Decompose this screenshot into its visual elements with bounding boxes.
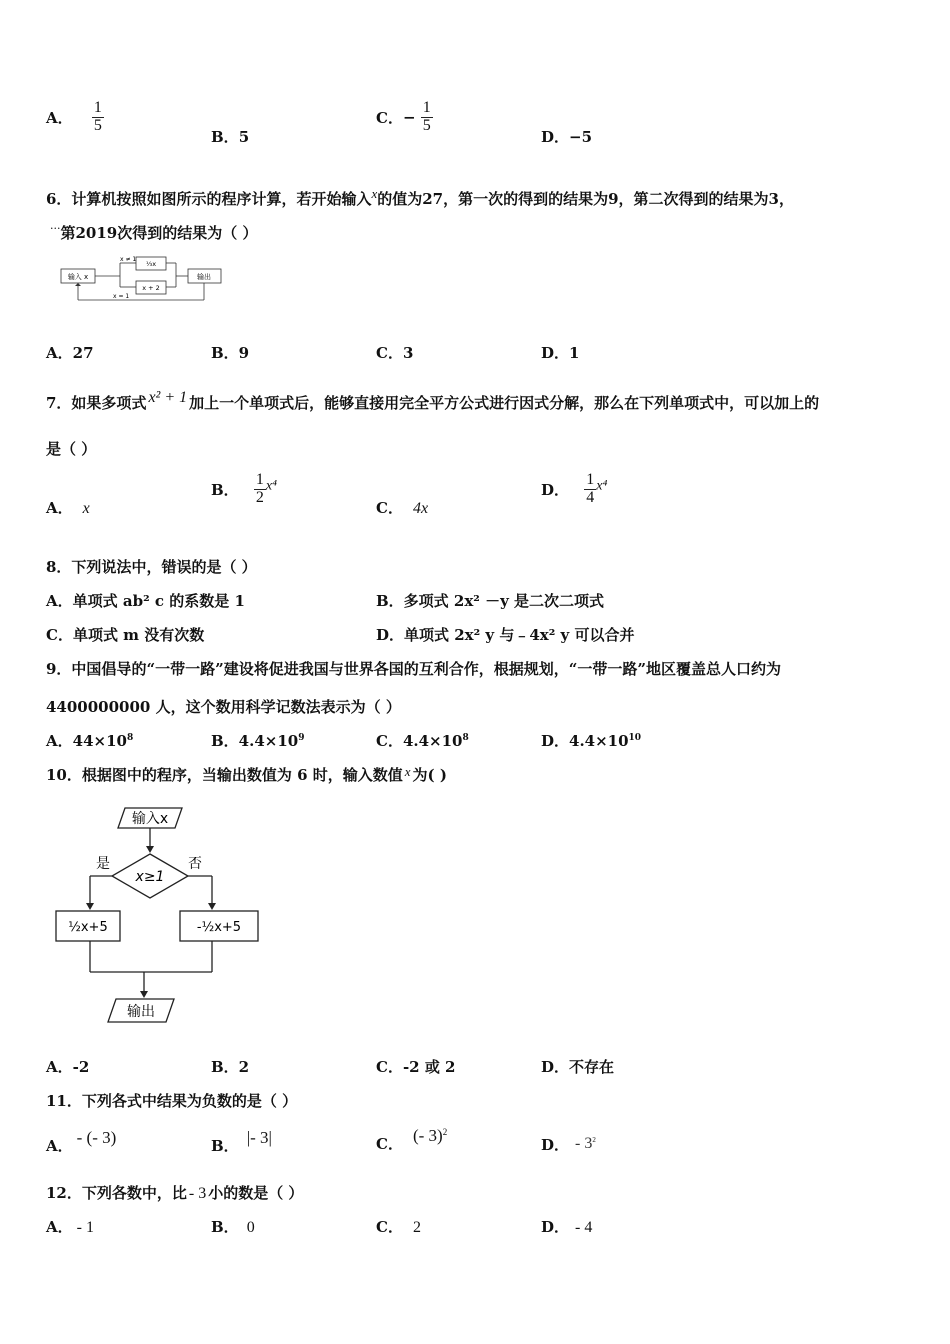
q6-option-c: C．3 (376, 344, 414, 362)
q9-option-b: B．$4.4\times 10^9$ (211, 732, 305, 750)
q5-a-fraction: $\frac{1}{5}$ (93, 99, 102, 134)
q10-option-b: B．2 (211, 1058, 250, 1076)
q6-op-bottom: x + 2 (142, 284, 160, 292)
q5-option-a: A． $\frac{1}{5}$ (46, 99, 102, 134)
q6-stem-line1: 6．计算机按照如图所示的程序计算，若开始输入x的值为27，第一次的得到的结果为9，第二次得到的结果为3， (46, 186, 794, 208)
q11-option-b: B． |- 3| (211, 1128, 272, 1155)
q12-option-d: D． - 4 (541, 1218, 593, 1236)
q6-option-b: B．9 (211, 344, 250, 362)
q8-stem: 8．下列说法中，错误的是（ ） (46, 558, 257, 576)
q7-b-fraction: $\frac{1}{2}$ (255, 471, 264, 506)
q6-input-label: 输入 x (67, 273, 89, 281)
q8-option-c: C．单项式 m 没有次数 (46, 626, 205, 644)
q9-option-c: C．$4.4\times 10^8$ (376, 732, 469, 750)
q10-option-d: D．不存在 (541, 1058, 615, 1076)
q10-input-label: 输入x (131, 811, 169, 827)
q6-output-label: 输出 (197, 273, 211, 281)
q7-stem-line1: 7．如果多项式 x² + 1 加上一个单项式后，能够直接用完全平方公式进行因式分解，那么在下列单项式中，可以加上的 (46, 389, 820, 412)
q6-flowchart (58, 253, 226, 303)
q9-option-a: A．$44\times 10^8$ (46, 732, 134, 750)
q8-option-a: A．单项式 ab² c 的系数是 1 (46, 592, 245, 610)
q10-option-a: A．-2 (46, 1058, 90, 1076)
q10-no-label: 否 (188, 856, 202, 872)
q8-option-b: B．多项式 2x² －y 是二次二项式 (376, 592, 605, 610)
q7-option-d: D． $\frac{1}{4}$ x⁴ (541, 471, 608, 506)
q9-option-d: D．$4.4\times 10^{10}$ (541, 732, 642, 750)
q10-output-label: 输出 (127, 1004, 155, 1020)
q6-op-top: ⅓x (145, 260, 157, 268)
q6-cond-eq: x = 1 (113, 293, 130, 300)
q7-d-fraction: $\frac{1}{4}$ (586, 471, 595, 506)
q9-stem-line1: 9．中国倡导的“一带一路”建设将促进我国与世界各国的互利合作，根据规划，“一带一路”地区覆盖总人口约为 (46, 660, 781, 678)
q11-option-c: C． (- 3)$^2$ (376, 1126, 448, 1153)
q7-option-a: A． x (46, 499, 90, 517)
q10-stem: 10．根据图中的程序，当输出数值为 6 时，输入数值 x 为( ) (46, 764, 447, 784)
q5-c-fraction: $\frac{1}{5}$ (422, 99, 431, 134)
q12-option-c: C． 2 (376, 1218, 421, 1236)
q5-option-c: C．− $\frac{1}{5}$ (376, 99, 431, 134)
q6-option-d: D．1 (541, 344, 580, 362)
q10-right-formula: -½x+5 (196, 920, 242, 935)
q10-yes-label: 是 (96, 856, 110, 872)
q10-left-formula: ½x+5 (68, 920, 108, 935)
q5-option-b: B．5 (211, 128, 250, 146)
q6-cond-ne: x ≠ 1 (120, 256, 137, 263)
q6-option-a: A．27 (46, 344, 94, 362)
q9-stem-line2: 4400000000 人，这个数用科学记数法表示为（ ） (46, 698, 401, 716)
q11-option-d: D． - $3^2$ (541, 1135, 596, 1154)
q6-stem-line2: ···第2019次得到的结果为（ ） (50, 222, 258, 242)
q10-condition-label: x≥1 (135, 869, 165, 885)
q8-option-d: D．单项式 2x² y 与﹣4x² y 可以合并 (376, 626, 635, 644)
q12-stem: 12．下列各数中，比 - 3 小的数是（ ） (46, 1184, 304, 1202)
q12-option-b: B． 0 (211, 1218, 255, 1236)
q11-stem: 11．下列各式中结果为负数的是（ ） (46, 1092, 298, 1110)
q12-option-a: A． - 1 (46, 1218, 94, 1236)
q5-option-d: D．−5 (541, 128, 593, 146)
q7-option-b: B． $\frac{1}{2}$ x⁴ (211, 471, 278, 506)
q10-flowchart (50, 800, 280, 1030)
q7-stem-line2: 是（ ） (46, 440, 97, 458)
q11-option-a: A． - (- 3) (46, 1128, 117, 1155)
q7-option-c: C． 4x (376, 499, 429, 517)
q10-option-c: C．-2 或 2 (376, 1058, 456, 1076)
